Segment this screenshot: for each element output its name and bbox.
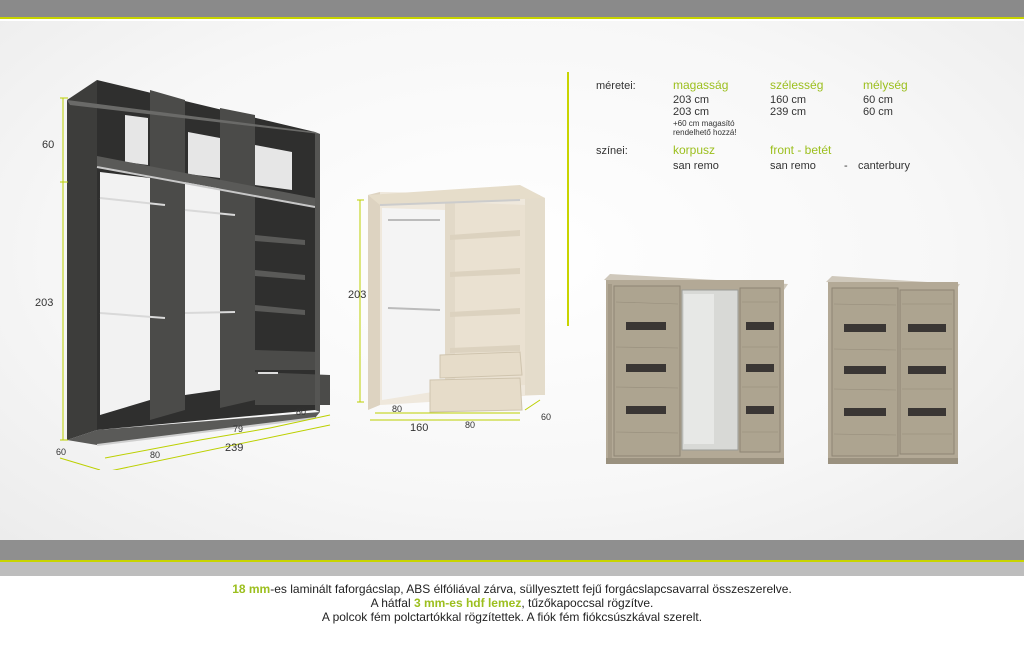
szinei-label: színei:	[596, 145, 628, 157]
meretei-label: méretei:	[596, 80, 636, 92]
caption-line-1	[0, 582, 1024, 596]
small-total-width: 160	[410, 422, 429, 434]
header-szelesseg: szélesség	[770, 78, 824, 92]
bottom-grey-band	[0, 562, 1024, 576]
row2-melyseg: 60 cm	[863, 106, 893, 118]
large-width-2: 79	[233, 424, 244, 434]
korpusz-value: san remo	[673, 160, 719, 172]
small-width-2: 80	[465, 420, 476, 430]
front-label: front - betét	[770, 143, 832, 157]
korpusz-label: korpusz	[673, 143, 716, 157]
large-wardrobe-drawing	[30, 70, 350, 470]
small-width-1: 80	[392, 404, 403, 414]
spec-divider-line	[567, 72, 569, 326]
header-melyseg: mélység	[863, 78, 908, 92]
row1-szelesseg: 160 cm	[770, 94, 807, 106]
small-wardrobe-drawing	[340, 180, 570, 435]
header-magassag: magasság	[673, 78, 729, 92]
caption-line-1-text: -es laminált faforgácslap, ABS élfóliával zárva, süllyesztett fejű forgácslapcsavarral összeszerelve.	[270, 582, 792, 596]
caption-line-2-pre: A hátfal	[370, 596, 414, 610]
top-bar	[0, 0, 1024, 19]
caption-line-2-text: , tűzőkapoccsal rögzítve.	[521, 596, 654, 610]
caption-line-1-highlight: 18 mm	[232, 582, 271, 596]
row1-magassag: 203 cm	[673, 94, 710, 106]
bottom-bar	[0, 540, 1024, 560]
large-depth: 60	[56, 447, 67, 457]
note-line-1: +60 cm magasító	[673, 119, 735, 128]
description-caption	[0, 582, 1024, 624]
row1-melyseg: 60 cm	[863, 94, 893, 106]
row2-szelesseg: 239 cm	[770, 106, 807, 118]
large-width-3: 80	[296, 407, 307, 417]
caption-line-2-highlight: 3 mm-es hdf lemez	[413, 596, 522, 610]
wardrobe-two-door-photo	[826, 274, 962, 468]
front-value-1: san remo	[770, 160, 816, 172]
large-top-height: 60	[42, 139, 55, 151]
large-width-1: 80	[150, 450, 161, 460]
small-height: 203	[348, 289, 367, 301]
row2-magassag: 203 cm	[673, 106, 710, 118]
caption-line-3: A polcok fém polctartókkal rögzítettek. A fiók fém fiókcsúszkával szerelt.	[321, 610, 703, 624]
caption-line-2	[0, 596, 1024, 610]
large-total-width: 239	[225, 442, 244, 454]
small-depth: 60	[541, 412, 552, 422]
note-line-2: rendelhető hozzá!	[673, 128, 737, 137]
front-value-2: canterbury	[858, 160, 910, 172]
front-dash: -	[844, 160, 848, 172]
large-height: 203	[35, 297, 54, 309]
wardrobe-mirror-photo	[604, 272, 788, 468]
